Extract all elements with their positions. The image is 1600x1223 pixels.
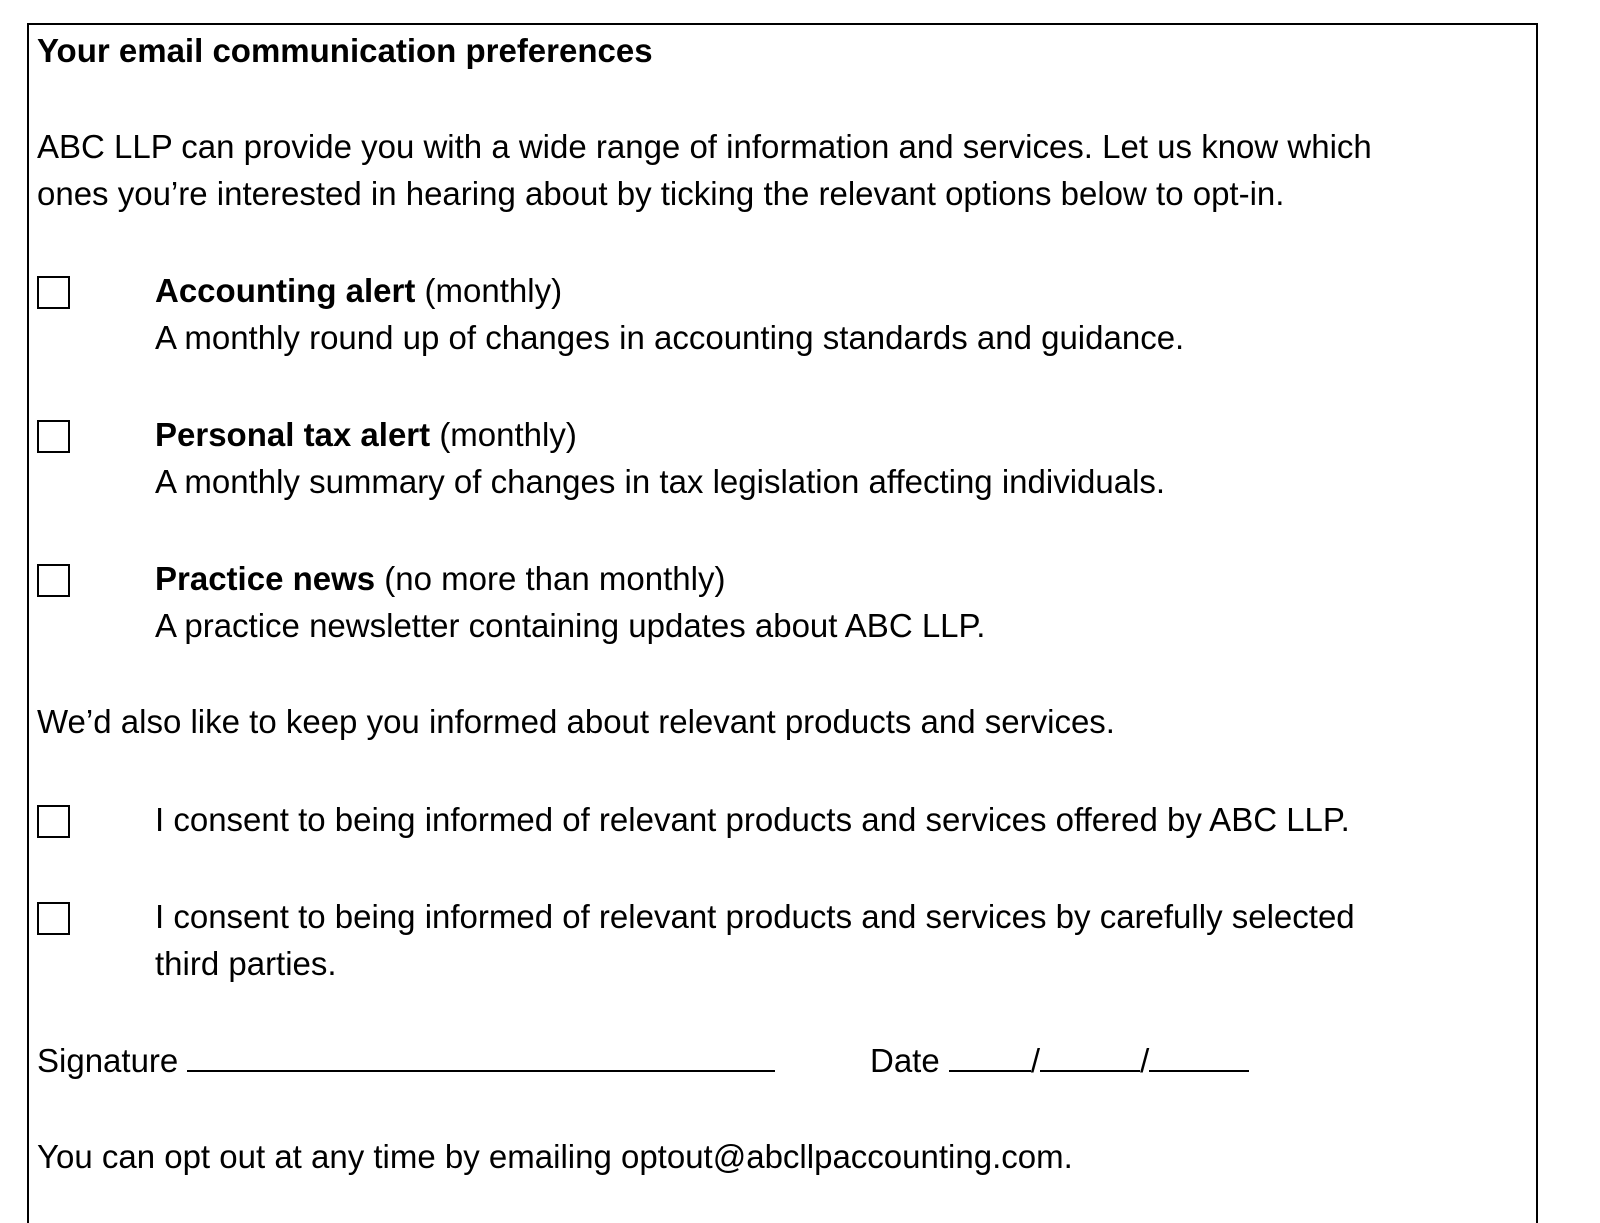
personal-tax-alert-name: Personal tax alert (155, 416, 431, 453)
accounting-alert-description: A monthly round up of changes in accounting standards and guidance. (155, 319, 1185, 356)
practice-news-description: A practice newsletter containing updates about ABC LLP. (155, 607, 986, 644)
practice-news-frequency: (no more than monthly) (384, 560, 726, 597)
personal-tax-alert-checkbox[interactable] (37, 420, 70, 453)
date-label: Date (870, 1042, 940, 1079)
personal-tax-alert-heading (155, 411, 577, 458)
practice-news-name: Practice news (155, 560, 376, 597)
date-year-line[interactable] (1149, 1040, 1249, 1072)
date-separator-2: / (1140, 1042, 1150, 1079)
accounting-alert-frequency: (monthly) (424, 272, 563, 309)
consent-third-party-text-line-2: third parties. (155, 945, 337, 982)
date-row (870, 1037, 1249, 1084)
signature-label: Signature (37, 1042, 179, 1079)
products-intro-text: We’d also like to keep you informed about relevant products and services. (37, 703, 1115, 740)
consent-third-party-checkbox[interactable] (37, 902, 70, 935)
accounting-alert-name: Accounting alert (155, 272, 416, 309)
date-separator-1: / (1030, 1042, 1041, 1079)
optout-text: You can opt out at any time by emailing optout@abcllpaccounting.com. (37, 1138, 1073, 1175)
date-month-line[interactable] (1040, 1040, 1140, 1072)
consent-abc-checkbox[interactable] (37, 805, 70, 838)
signature-row (37, 1037, 775, 1084)
practice-news-heading (155, 555, 725, 602)
date-day-line[interactable] (949, 1040, 1031, 1072)
practice-news-checkbox[interactable] (37, 564, 70, 597)
intro-text-line-2: ones you’re interested in hearing about by ticking the relevant options below to opt-in. (37, 175, 1285, 212)
form-title: Your email communication preferences (37, 32, 653, 69)
accounting-alert-heading (155, 267, 562, 314)
accounting-alert-checkbox[interactable] (37, 276, 70, 309)
personal-tax-alert-frequency: (monthly) (439, 416, 577, 453)
consent-third-party-text-line-1: I consent to being informed of relevant products and services by carefully selected (155, 898, 1355, 935)
signature-line[interactable] (187, 1040, 775, 1072)
consent-abc-text: I consent to being informed of relevant products and services offered by ABC LLP. (155, 801, 1350, 838)
personal-tax-alert-description: A monthly summary of changes in tax legislation affecting individuals. (155, 463, 1166, 500)
intro-text-line-1: ABC LLP can provide you with a wide range of information and services. Let us know which (37, 128, 1372, 165)
